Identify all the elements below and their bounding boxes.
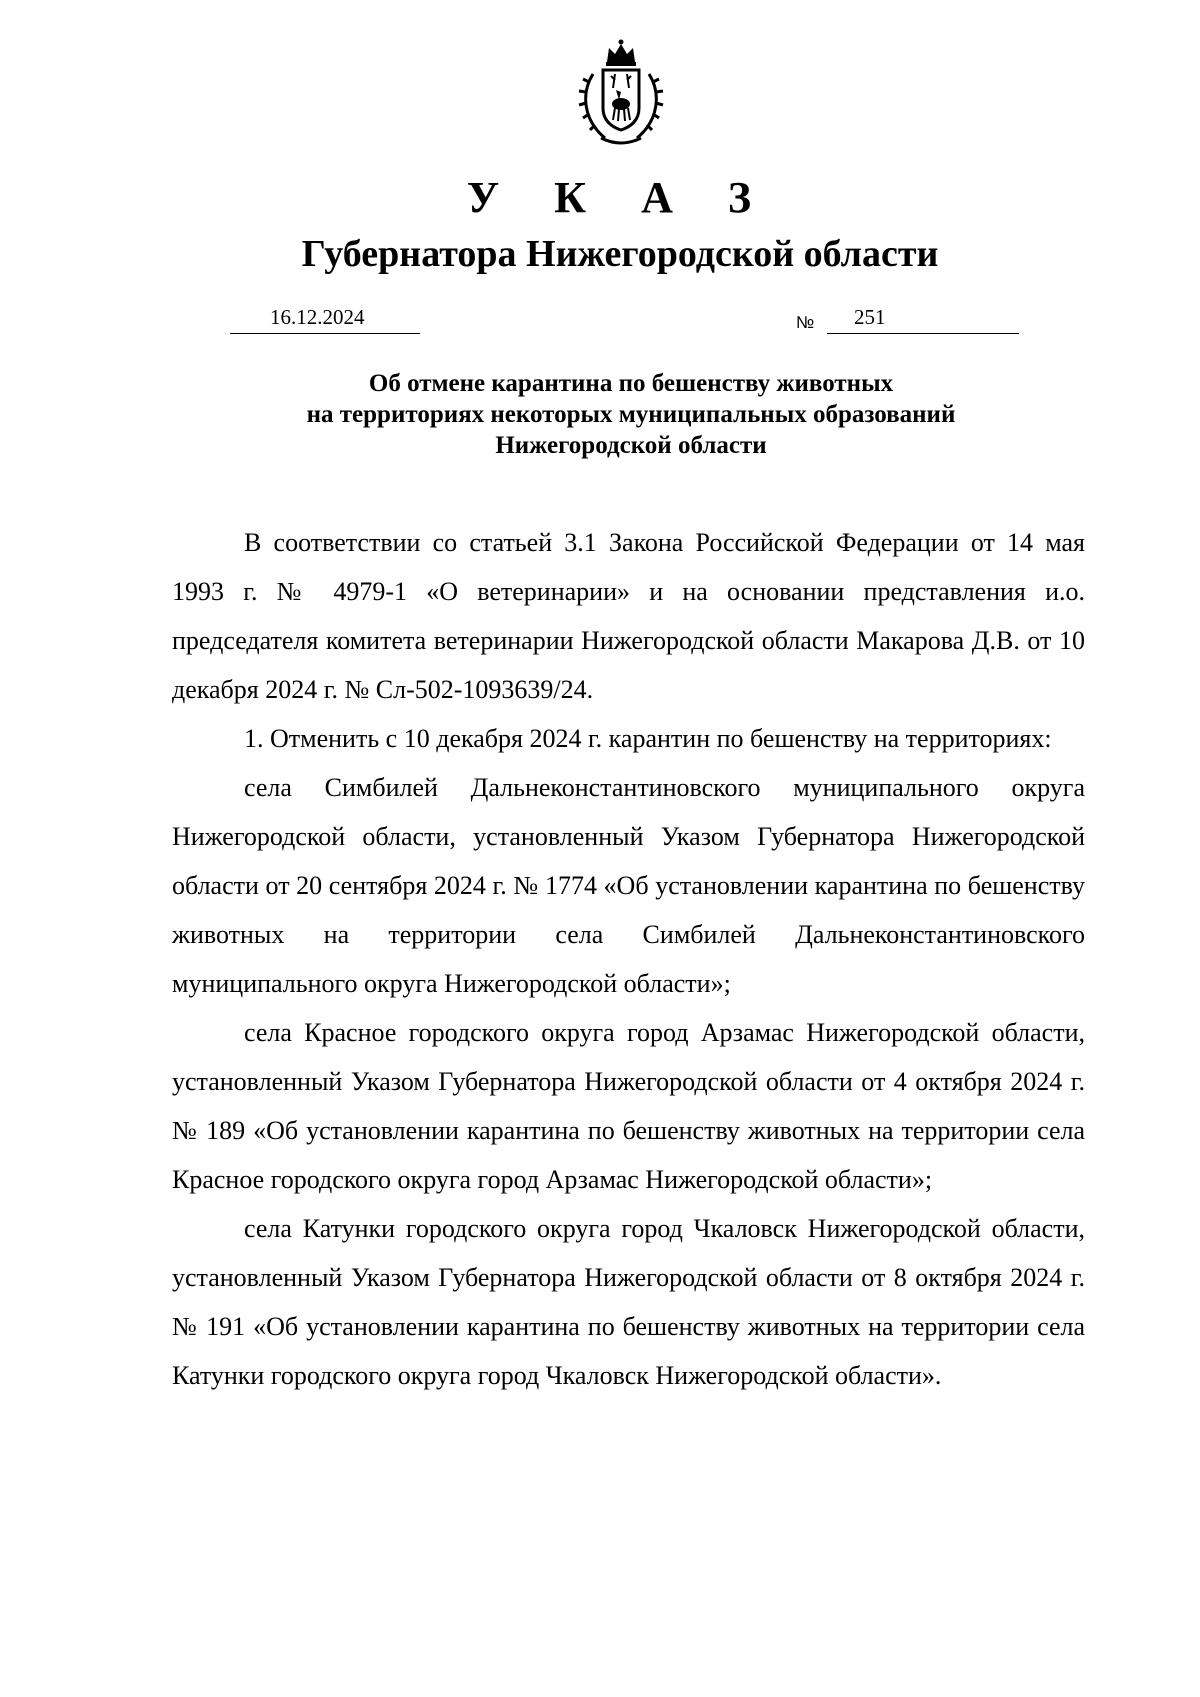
- territory-paragraph: села Симбилей Дальнеконстантиновского муниципального округа Нижегородской области, установленный Указом Губернатора Нижегородской области от 20 сентября 2024 г. № 1774 «Об установлении карантина по бешенству животных на территории села Симбилей Дальнеконстантиновского муниципального округа Нижегородской области»;: [172, 773, 1085, 998]
- number-label: №: [796, 313, 815, 332]
- issuing-authority: Губернатора Нижегородской области: [301, 233, 939, 275]
- document-body: [172, 518, 1085, 1400]
- territory-paragraph: села Красное городского округа город Арзамас Нижегородской области, установленный Указом Губернатора Нижегородской области от 4 октября 2024 г. № 189 «Об установлении карантина по бешенству животных на территории села Красное городского округа город Арзамас Нижегородской области»;: [172, 1018, 1085, 1194]
- title-line: Об отмене карантина по бешенству животных: [368, 370, 894, 397]
- preamble-paragraph: В соответствии со статьей 3.1 Закона Российской Федерации от 14 мая 1993 г. № 4979-1 «О ветеринарии» и на основании представления и.о. председателя комитета ветеринарии Нижегородской области Макарова Д.В. от 10 декабря 2024 г. № Сл-502-1093639/24.: [172, 528, 1085, 704]
- document-type-heading: У К А З: [466, 173, 774, 222]
- document-title: [0, 368, 1200, 461]
- number-field: [827, 303, 1019, 334]
- title-line: Нижегородской области: [495, 432, 767, 459]
- document-date: 16.12.2024: [270, 305, 365, 329]
- clause-paragraph: 1. Отменить с 10 декабря 2024 г. карантин по бешенству на территориях:: [244, 724, 1052, 753]
- document-number: 251: [854, 305, 886, 329]
- date-field: [230, 303, 420, 334]
- territory-paragraph: села Катунки городского округа город Чкаловск Нижегородской области, установленный Указом Губернатора Нижегородской области от 8 октября 2024 г. № 191 «Об установлении карантина по бешенству животных на территории села Катунки городского округа город Чкаловск Нижегородской области».: [172, 1214, 1085, 1390]
- title-line: на территориях некоторых муниципальных образований: [306, 401, 956, 428]
- coat-of-arms-icon: [571, 38, 671, 148]
